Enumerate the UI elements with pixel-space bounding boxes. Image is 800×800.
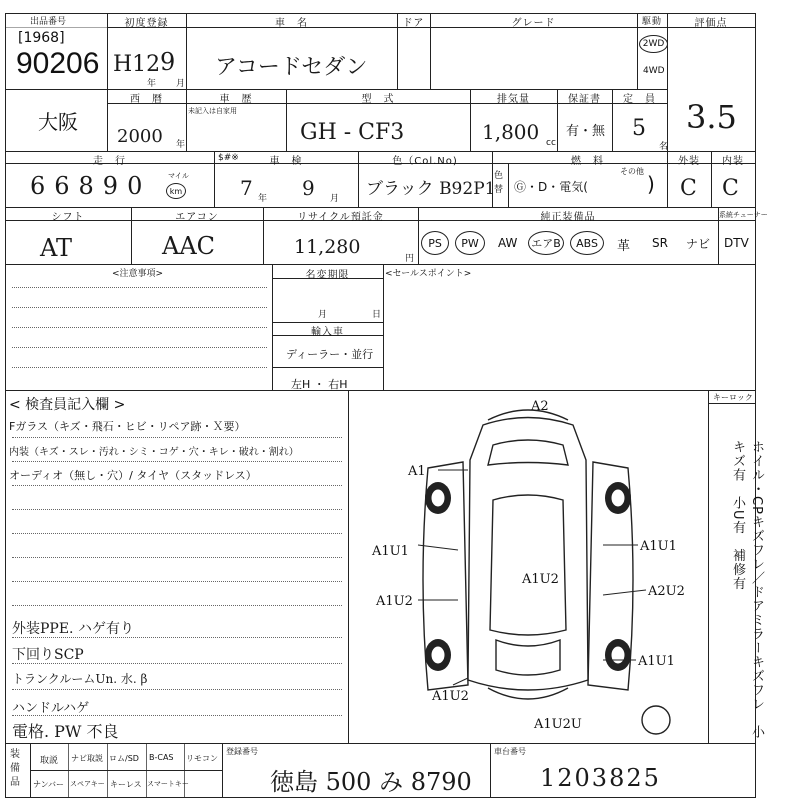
option-airbag: エアB: [528, 231, 564, 255]
handwritten-note: ハンドルハゲ: [12, 701, 90, 716]
capacity-value: 5: [632, 116, 646, 141]
history-label: 車 歴: [219, 94, 253, 105]
damage-mark: A1U1: [640, 539, 677, 554]
history-note: 未記入は自家用: [188, 107, 237, 115]
footer-item: リモコン: [186, 754, 218, 763]
lot-top-label: 出品番号: [30, 17, 67, 27]
dotted-line: [12, 347, 267, 348]
footer-item: スマートキー: [147, 780, 189, 788]
handwritten-note: 電格. PW 不良: [12, 722, 119, 741]
interior-value: C: [722, 176, 739, 201]
rule: [5, 797, 755, 798]
inspection-label: 車 検: [269, 156, 303, 167]
fuel-options: Ⓖ・D・電気(: [514, 180, 588, 194]
month-unit-3: 月: [330, 194, 340, 204]
rule: [68, 743, 69, 797]
capacity-unit: 名: [659, 142, 669, 152]
chassis-label: 車台番号: [494, 747, 526, 756]
year-unit-2: 年: [176, 140, 186, 150]
name-change-day: 日: [372, 310, 382, 320]
capacity-label: 定 員: [623, 94, 656, 105]
damage-mark: A2: [531, 399, 549, 414]
rule: [5, 264, 755, 265]
rule: [490, 743, 491, 797]
handwritten-note: 外装PPE. ハゲ有り: [12, 621, 134, 637]
displacement-label: 排気量: [497, 94, 530, 105]
handle-option: 左H ・ 右H: [291, 378, 348, 391]
dotted-line: [12, 605, 342, 606]
dotted-line: [12, 533, 342, 534]
dealer-option: ディーラー・並行: [286, 348, 374, 361]
dotted-line: [12, 367, 267, 368]
door-label: ドア: [402, 18, 425, 29]
model-value: GH - CF3: [300, 120, 405, 145]
damage-mark: A1U2U: [534, 717, 582, 732]
fuel-other: その他: [620, 167, 644, 176]
warranty-label: 保証書: [568, 94, 601, 105]
grade-label: グレード: [511, 18, 556, 29]
dotted-line: [12, 485, 342, 486]
plate-label: 登録番号: [226, 747, 258, 756]
mileage-unit-mile: マイル: [168, 172, 189, 180]
lot-year: [1968]: [18, 30, 65, 46]
rule: [222, 743, 223, 797]
damage-mark: A1U1: [638, 654, 675, 669]
region: 大阪: [38, 110, 78, 134]
warranty-value: 有・無: [566, 124, 606, 139]
drive-label: 駆動: [641, 17, 662, 27]
rule: [272, 367, 383, 368]
option-pw: PW: [455, 231, 485, 255]
rule: [107, 743, 108, 797]
inspector-title: < 検査員記入欄 >: [9, 397, 126, 413]
option-abs: ABS: [570, 231, 604, 255]
car-name-value: アコードセダン: [215, 55, 368, 80]
ac-value: AAC: [162, 232, 216, 260]
exterior-label: 外装: [678, 156, 700, 167]
handwritten-note: 下回りSCP: [12, 647, 84, 663]
dotted-line: [12, 557, 342, 558]
fuel-label: 燃 料: [571, 156, 604, 167]
dotted-line: [12, 437, 342, 438]
rule: [383, 264, 384, 390]
damage-mark: A1U2: [376, 594, 413, 609]
keylock-label: キーロック: [713, 393, 753, 402]
inspection-year: 7: [240, 176, 253, 200]
option-dtv: DTV: [724, 236, 749, 250]
shift-label: シフト: [51, 212, 85, 223]
rule: [667, 13, 668, 151]
rule: [5, 27, 107, 28]
western-year: 2000: [117, 126, 163, 147]
footer-item: スペアキー: [70, 780, 105, 788]
footer-item: ロム/SD: [109, 754, 139, 763]
displacement-value: 1,800: [482, 120, 540, 144]
mileage-label: 走 行: [93, 156, 126, 167]
dotted-line: [12, 307, 267, 308]
sales-point-label: <セールスポイント>: [385, 269, 472, 279]
equipment-label: 装備品: [10, 749, 20, 788]
inspection-month: 9: [302, 176, 315, 200]
rule: [708, 390, 709, 743]
year-unit: 年: [147, 79, 157, 89]
option-navi: ナビ: [686, 237, 711, 251]
score-value: 3.5: [686, 98, 737, 136]
shift-value: AT: [40, 234, 73, 262]
name-change-label: 名変期限: [305, 270, 350, 281]
month-unit: 月: [176, 79, 186, 89]
dotted-line: [12, 461, 342, 462]
car-name-label: 車 名: [275, 18, 308, 29]
ac-label: エアコン: [175, 212, 219, 223]
side-legend: ホイル・CPキズワレ／ドアミラーキズワレ 小キズ有 小U有 補修有: [730, 440, 764, 739]
recycle-label: リサイクル預託金: [297, 212, 384, 223]
car-damage-diagram: [348, 390, 708, 743]
rule: [30, 770, 222, 771]
option-ps: PS: [421, 231, 449, 255]
dotted-line: [12, 581, 342, 582]
footer-item: 取説: [40, 756, 59, 766]
name-change-month: 月: [318, 310, 328, 320]
dotted-line: [12, 327, 267, 328]
damage-mark: A2U2: [648, 584, 685, 599]
color-label: 色（Col.No): [392, 156, 458, 167]
option-leather: 革: [617, 239, 631, 254]
import-label: 輸入車: [311, 327, 344, 338]
drive-2wd: 2WD: [639, 35, 668, 53]
footer-item: B-CAS: [149, 753, 174, 762]
western-year-label: 西 暦: [130, 94, 163, 105]
s-label: $#※: [218, 153, 239, 163]
interior-label: 内装: [722, 156, 744, 167]
footer-item: キーレス: [110, 780, 142, 789]
damage-mark: A1: [408, 464, 426, 479]
score-label: 評価点: [694, 18, 728, 29]
color-change-label: 色替: [494, 171, 504, 195]
plate-value: 徳島 500 み 8790: [270, 768, 472, 796]
audio-tire-line: オーディオ（無し・穴）/ タイヤ（スタッドレス）: [9, 469, 257, 482]
chassis-value: 1203825: [540, 764, 661, 792]
options-label: 純正装備品: [540, 212, 596, 223]
damage-mark: A1U2: [522, 572, 559, 587]
first-reg-month: 9: [160, 48, 176, 76]
exterior-value: C: [680, 176, 697, 201]
year-unit-3: 年: [258, 194, 268, 204]
rule: [5, 743, 755, 744]
drive-4wd: 4WD: [643, 66, 665, 76]
model-label: 型 式: [361, 94, 395, 105]
dotted-line: [12, 509, 342, 510]
rule: [508, 163, 509, 207]
damage-mark: A1U2: [432, 689, 469, 704]
interior-line: 内装（キズ・スレ・汚れ・シミ・コゲ・穴・キレ・破れ・割れ）: [9, 447, 299, 458]
caution-label: <注意事項>: [112, 269, 164, 279]
mileage-unit-km: km: [166, 183, 186, 199]
option-sr: SR: [652, 236, 668, 250]
fglass-line: Fガラス（キズ・飛石・ヒビ・リペア跡・Ｘ要）: [9, 420, 246, 433]
first-reg-value: H12: [113, 52, 161, 77]
footer-item: ナビ取説: [71, 754, 103, 763]
damage-mark: A1U1: [372, 544, 409, 559]
color-value: ブラック B92P1: [366, 179, 496, 199]
recycle-unit: 円: [405, 254, 415, 264]
first-reg-label: 初度登録: [124, 18, 169, 29]
mileage-value: 66890: [30, 172, 152, 200]
fuel-close: ): [647, 172, 655, 196]
cc-unit: cc: [546, 138, 556, 148]
rule: [708, 403, 755, 404]
rule: [5, 13, 6, 798]
footer-item: ナンバー: [33, 780, 65, 789]
rule: [107, 13, 108, 151]
tuner-label: 系統チューナー: [719, 211, 768, 219]
dotted-line: [12, 287, 267, 288]
dotted-line: [12, 689, 342, 690]
handwritten-note: トランクルームUn. 水. β: [12, 672, 148, 686]
lot-number: 90206: [16, 47, 100, 80]
option-aw: AW: [498, 236, 518, 250]
recycle-value: 11,280: [294, 236, 361, 258]
